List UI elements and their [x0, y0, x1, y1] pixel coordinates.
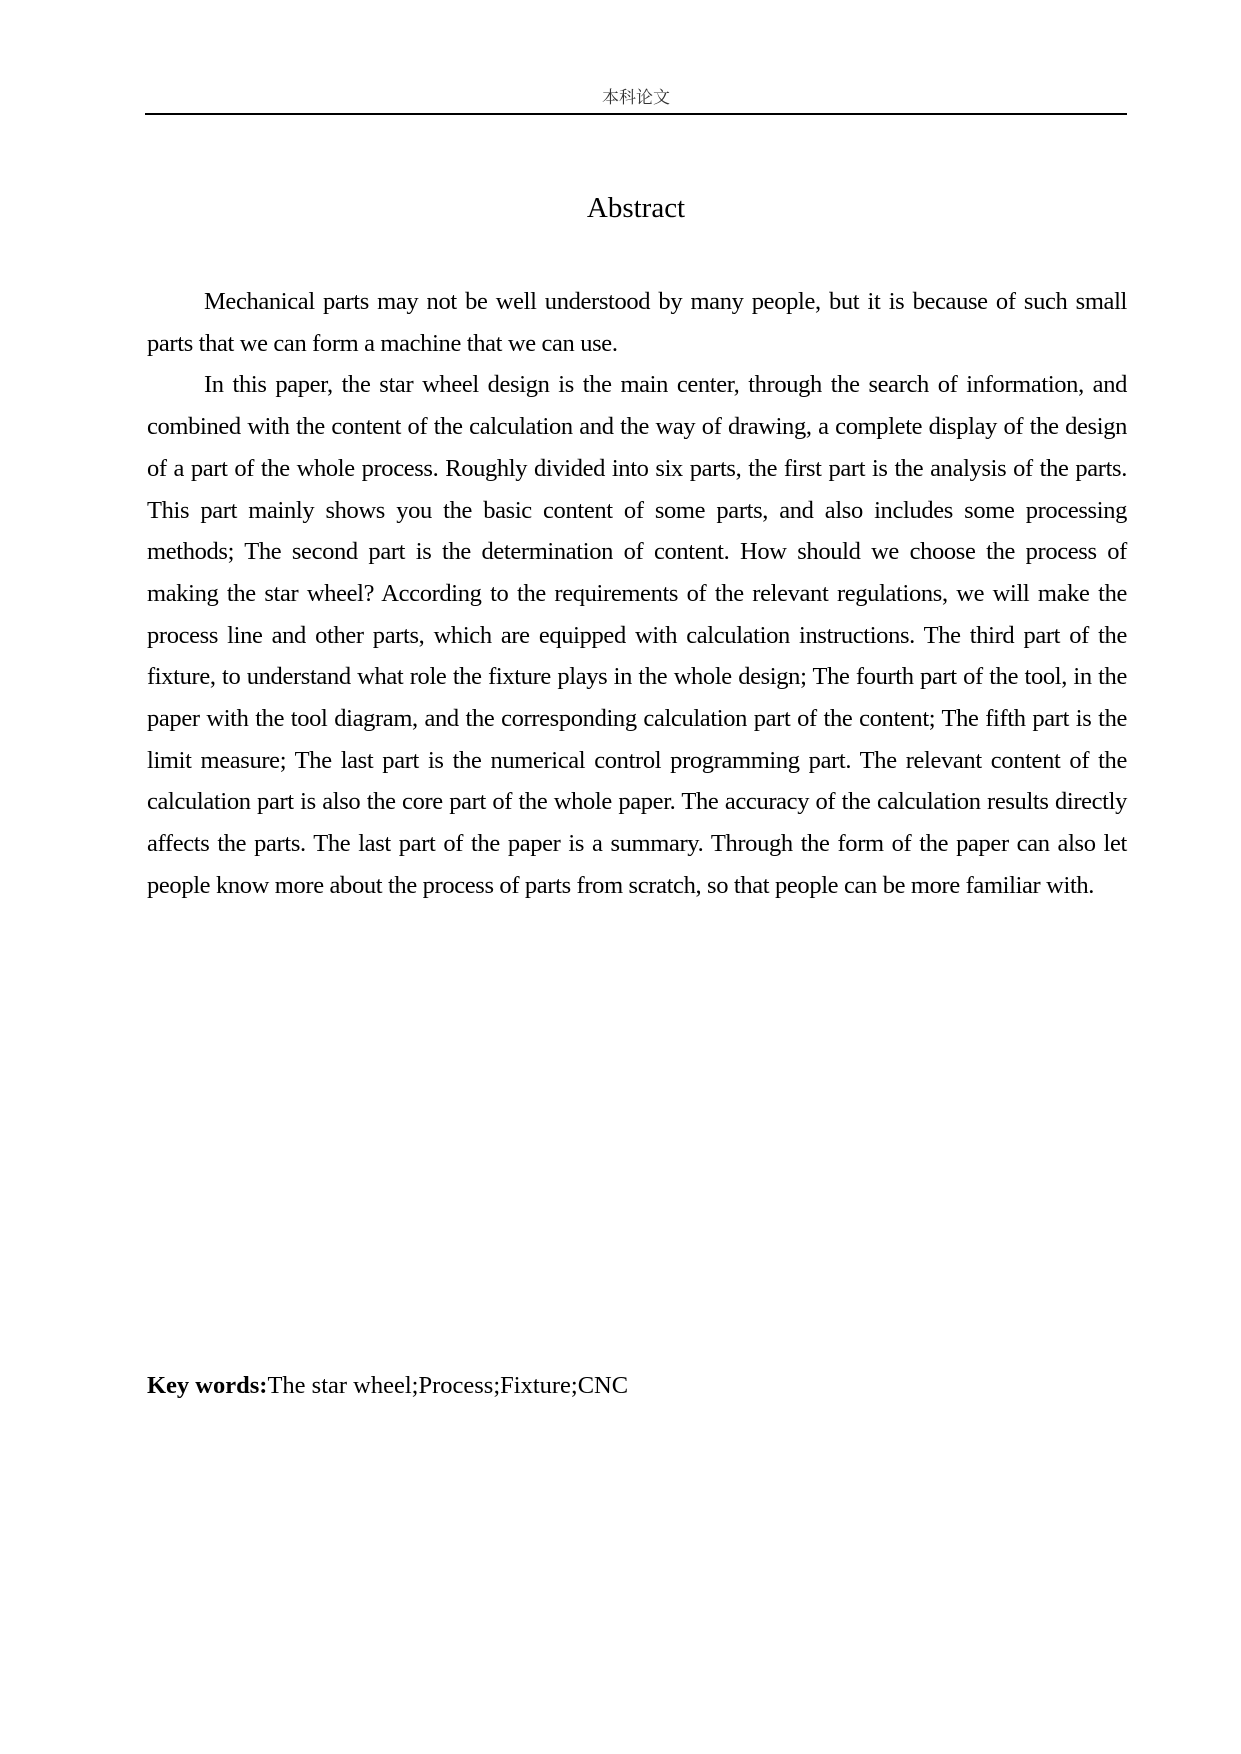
keywords — [147, 1368, 628, 1404]
keywords-value: The star wheel;Process;Fixture;CNC — [267, 1372, 629, 1399]
running-header: 本科论文 — [602, 88, 670, 108]
abstract-paragraph: Mechanical parts may not be well understood by many people, but it is because of such small parts that we can form a machine that we can use. — [147, 288, 1127, 357]
page-title: Abstract — [586, 192, 686, 224]
abstract-paragraph: In this paper, the star wheel design is the main center, through the search of information, and combined with the content of the calculation and the way of drawing, a complete display of the design of a part of the whole process. Roughly divided into six parts, the first part is the analysis of the parts. This part mainly shows you the basic content of some parts, and also includes some processing methods; The second part is the determination of content. How should we choose the process of making the star wheel? According to the requirements of the relevant regulations, we will make the process line and other parts, which are equipped with calculation instructions. The third part of the fixture, to understand what role the fixture plays in the whole design; The fourth part of the tool, in the paper with the tool diagram, and the corresponding calculation part of the content; The fifth part is the limit measure; The last part is the numerical control programming part. The relevant content of the calculation part is also the core part of the whole paper. The accuracy of the calculation results directly affects the parts. The last part of the paper is a summary. Through the form of the paper can also let people know more about the process of parts from scratch, so that people can be more familiar with. — [147, 371, 1127, 899]
header-rule — [145, 113, 1127, 115]
keywords-label: Key words: — [147, 1372, 268, 1399]
abstract-body — [147, 281, 1127, 907]
